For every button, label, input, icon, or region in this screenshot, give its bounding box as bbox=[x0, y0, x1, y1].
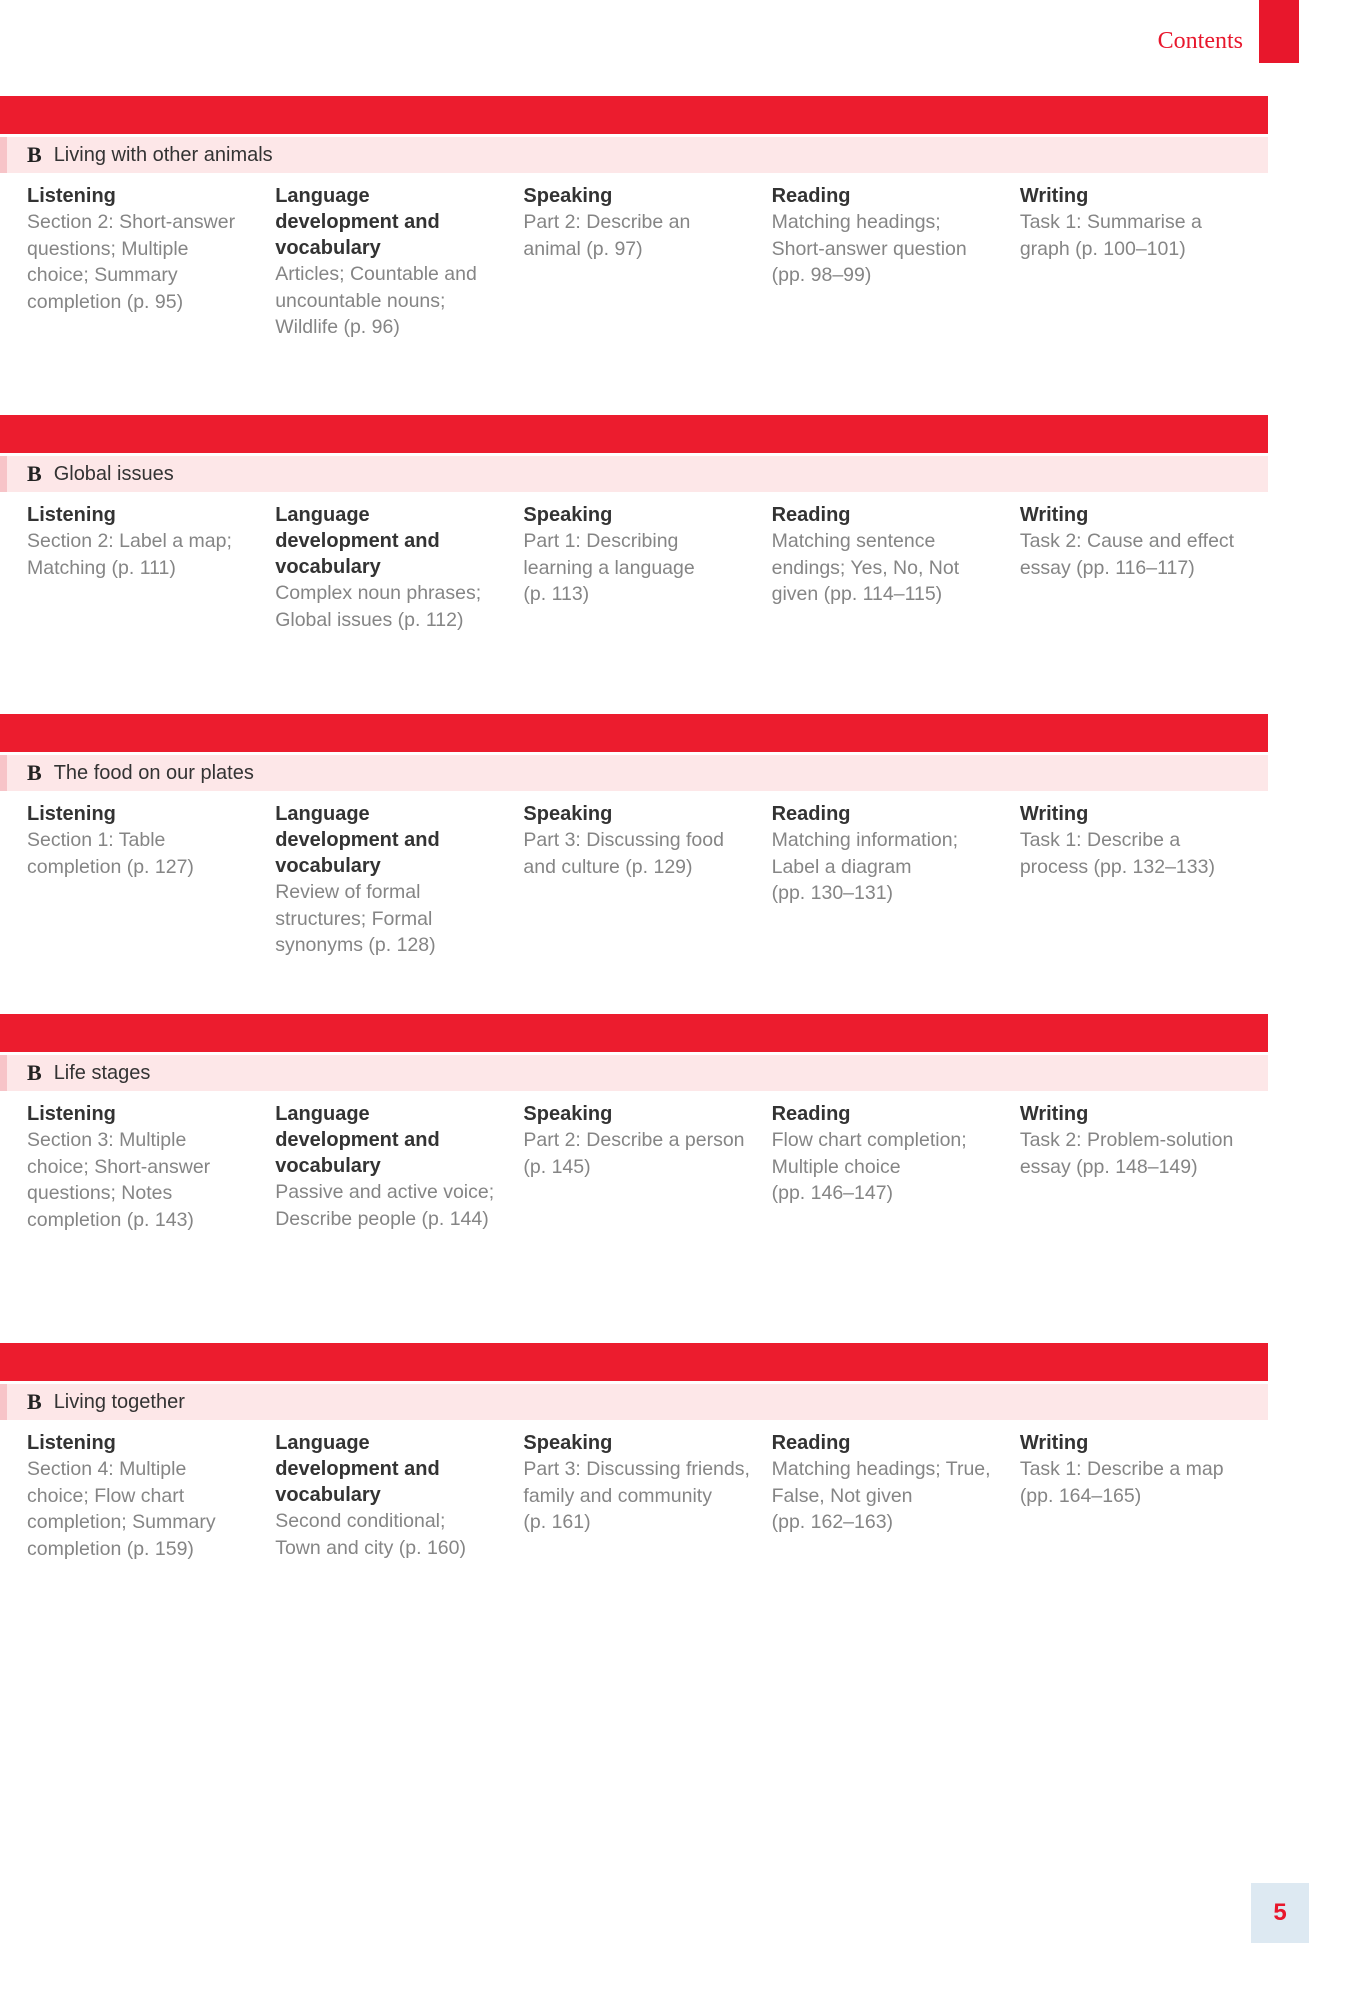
column-heading: Speaking bbox=[523, 504, 613, 526]
unit-column bbox=[1020, 801, 1268, 959]
column-text: Section 2: Short-answer questions; Multiple choice; Summary completion (p. 95) bbox=[27, 211, 236, 313]
unit-column bbox=[275, 1101, 523, 1233]
column-heading: Reading bbox=[771, 504, 851, 526]
column-text: Task 1: Describe a map (pp. 164–165) bbox=[1019, 1458, 1224, 1507]
unit-column bbox=[27, 1101, 275, 1233]
column-text: Part 1: Describing learning a language (p. 113) bbox=[523, 530, 695, 605]
column-heading: Language development and vocabulary bbox=[275, 803, 440, 877]
unit-title-bar bbox=[0, 1343, 1268, 1381]
unit-column bbox=[27, 1430, 275, 1562]
unit-column bbox=[1020, 1430, 1268, 1562]
column-heading: Language development and vocabulary bbox=[275, 1103, 440, 1177]
unit-column bbox=[1020, 502, 1268, 633]
column-heading: Language development and vocabulary bbox=[275, 1432, 440, 1506]
unit-subtitle-text: Living together bbox=[53, 1390, 185, 1413]
column-text: Section 1: Table completion (p. 127) bbox=[27, 829, 194, 878]
column-text: Second conditional; Town and city (p. 160) bbox=[275, 1510, 466, 1559]
column-text: Part 3: Discussing food and culture (p. 129) bbox=[523, 829, 724, 878]
unit-subtitle bbox=[0, 137, 1268, 173]
unit-column bbox=[523, 801, 771, 959]
unit-column bbox=[772, 183, 1020, 341]
column-text: Task 1: Describe a process (pp. 132–133) bbox=[1019, 829, 1215, 878]
unit-subtitle-text: Global issues bbox=[53, 462, 174, 485]
column-heading: Writing bbox=[1019, 1103, 1089, 1125]
unit-subtitle-text: The food on our plates bbox=[53, 761, 254, 784]
unit-subtitle bbox=[0, 755, 1268, 791]
unit-subtitle bbox=[0, 456, 1268, 492]
unit-column bbox=[27, 502, 275, 633]
unit-column bbox=[523, 183, 771, 341]
column-heading: Reading bbox=[771, 803, 851, 825]
unit-column bbox=[772, 1430, 1020, 1562]
column-heading: Listening bbox=[27, 1432, 116, 1454]
column-text: Matching headings; True, False, Not given (pp. 162–163) bbox=[771, 1458, 991, 1533]
column-text: Matching sentence endings; Yes, No, Not given (pp. 114–115) bbox=[771, 530, 960, 605]
unit-column bbox=[772, 502, 1020, 633]
unit-subtitle bbox=[0, 1055, 1268, 1091]
column-text: Flow chart completion; Multiple choice (pp. 146–147) bbox=[771, 1129, 967, 1204]
column-heading: Speaking bbox=[523, 803, 613, 825]
unit-column bbox=[523, 1430, 771, 1562]
column-text: Passive and active voice; Describe people (p. 144) bbox=[275, 1181, 495, 1230]
column-text: Complex noun phrases; Global issues (p. 112) bbox=[275, 582, 482, 631]
column-heading: Language development and vocabulary bbox=[275, 504, 440, 578]
unit-block bbox=[0, 714, 1268, 959]
unit-columns bbox=[0, 801, 1268, 959]
unit-title-bar bbox=[0, 96, 1268, 134]
unit-columns bbox=[0, 502, 1268, 633]
unit-column bbox=[27, 183, 275, 341]
unit-column bbox=[275, 801, 523, 959]
column-heading: Reading bbox=[771, 1103, 851, 1125]
unit-subtitle-text: Life stages bbox=[53, 1061, 151, 1084]
column-heading: Listening bbox=[27, 504, 116, 526]
unit-column bbox=[523, 502, 771, 633]
column-heading: Writing bbox=[1019, 1432, 1089, 1454]
unit-column bbox=[1020, 1101, 1268, 1233]
unit-letter: B bbox=[27, 461, 42, 486]
header-tab bbox=[1259, 0, 1299, 63]
column-heading: Listening bbox=[27, 803, 116, 825]
unit-column bbox=[27, 801, 275, 959]
unit-column bbox=[275, 502, 523, 633]
unit-column bbox=[275, 1430, 523, 1562]
unit-letter: B bbox=[27, 1389, 42, 1414]
unit-letter: B bbox=[27, 142, 42, 167]
column-heading: Reading bbox=[771, 1432, 851, 1454]
column-heading: Language development and vocabulary bbox=[275, 185, 440, 259]
unit-column bbox=[1020, 183, 1268, 341]
column-heading: Speaking bbox=[523, 1103, 613, 1125]
column-heading: Writing bbox=[1019, 803, 1089, 825]
column-text: Matching information; Label a diagram (pp. 130–131) bbox=[771, 829, 959, 904]
column-text: Part 2: Describe a person (p. 145) bbox=[523, 1129, 745, 1178]
column-text: Part 2: Describe an animal (p. 97) bbox=[523, 211, 691, 260]
unit-block bbox=[0, 96, 1268, 341]
column-text: Review of formal structures; Formal synonyms (p. 128) bbox=[275, 881, 436, 956]
column-heading: Writing bbox=[1019, 185, 1089, 207]
unit-column bbox=[275, 183, 523, 341]
unit-column bbox=[772, 1101, 1020, 1233]
column-text: Section 4: Multiple choice; Flow chart completion; Summary completion (p. 159) bbox=[27, 1458, 216, 1560]
page-title: Contents bbox=[1157, 28, 1243, 54]
unit-columns bbox=[0, 1430, 1268, 1562]
unit-title-bar bbox=[0, 714, 1268, 752]
unit-block bbox=[0, 1014, 1268, 1233]
unit-letter: B bbox=[27, 760, 42, 785]
column-heading: Speaking bbox=[523, 185, 613, 207]
page-number: 5 bbox=[1251, 1883, 1309, 1943]
column-text: Matching headings; Short-answer question (pp. 98–99) bbox=[771, 211, 967, 286]
column-text: Section 2: Label a map; Matching (p. 111) bbox=[27, 530, 232, 579]
column-text: Articles; Countable and uncountable nouns; Wildlife (p. 96) bbox=[275, 263, 477, 338]
column-text: Part 3: Discussing friends, family and community (p. 161) bbox=[523, 1458, 750, 1533]
unit-block bbox=[0, 1343, 1268, 1562]
column-text: Section 3: Multiple choice; Short-answer questions; Notes completion (p. 143) bbox=[27, 1129, 211, 1231]
column-heading: Listening bbox=[27, 1103, 116, 1125]
unit-title-bar bbox=[0, 1014, 1268, 1052]
unit-column bbox=[772, 801, 1020, 959]
column-heading: Writing bbox=[1019, 504, 1089, 526]
column-text: Task 2: Cause and effect essay (pp. 116–117) bbox=[1019, 530, 1235, 579]
unit-columns bbox=[0, 183, 1268, 341]
column-text: Task 2: Problem-solution essay (pp. 148–149) bbox=[1019, 1129, 1234, 1178]
unit-columns bbox=[0, 1101, 1268, 1233]
unit-title-bar bbox=[0, 415, 1268, 453]
unit-subtitle-text: Living with other animals bbox=[53, 143, 273, 166]
unit-column bbox=[523, 1101, 771, 1233]
column-heading: Reading bbox=[771, 185, 851, 207]
column-heading: Listening bbox=[27, 185, 116, 207]
column-text: Task 1: Summarise a graph (p. 100–101) bbox=[1019, 211, 1202, 260]
column-heading: Speaking bbox=[523, 1432, 613, 1454]
unit-subtitle bbox=[0, 1384, 1268, 1420]
unit-block bbox=[0, 415, 1268, 633]
unit-letter: B bbox=[27, 1060, 42, 1085]
